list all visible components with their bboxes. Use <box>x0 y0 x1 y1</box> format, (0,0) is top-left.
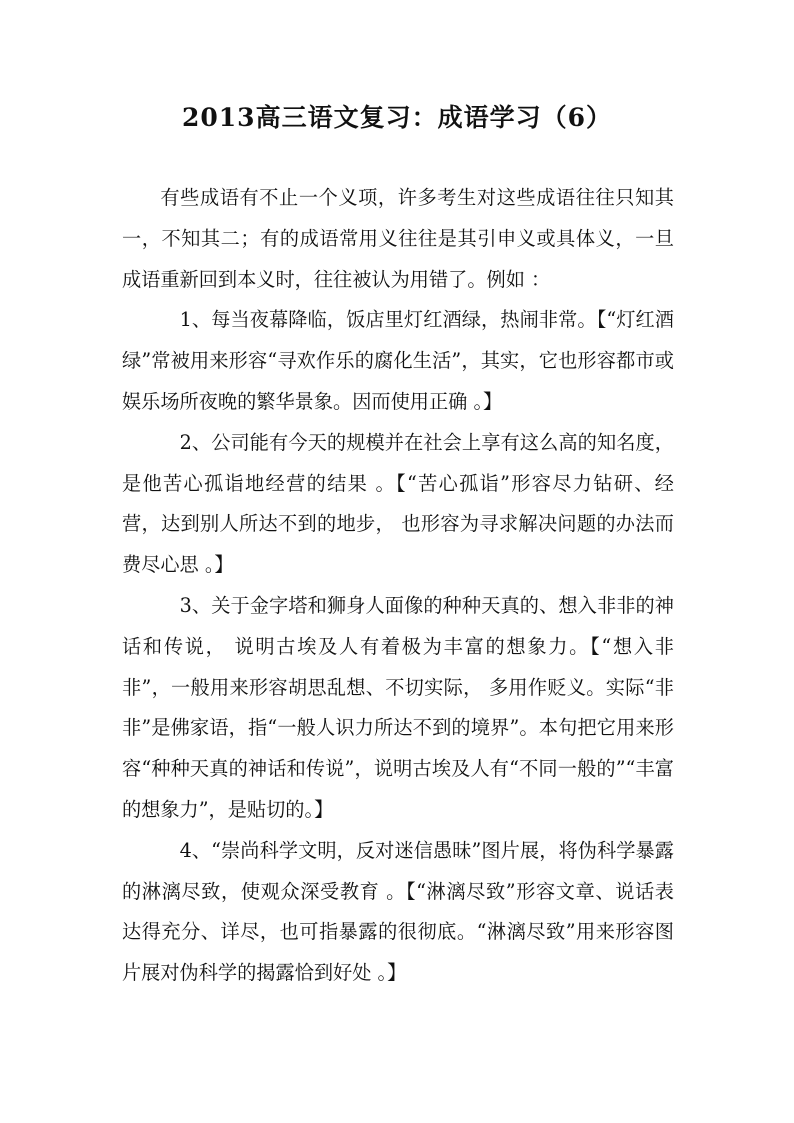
example-item-3: 3、关于金字塔和狮身人面像的种种天真的、想入非非的神话和传说， 说明古埃及人有着极为丰富的想象力。【“想入非非”，一般用来形容胡思乱想、不切实际， 多用作贬义。实际“非非”是佛家语，指“一般人识力所达不到的境界”。本句把它用来形容“种种天真的神话和传说”，说明古埃及人有“不同一般的”“丰富的想象力”，是贴切的。】 <box>122 593 674 821</box>
example-item-4: 4、“崇尚科学文明，反对迷信愚昧”图片展，将伪科学暴露的淋漓尽致，使观众深受教育 。【“淋漓尽致”形容文章、说话表达得充分、详尽，也可指暴露的很彻底。“淋漓尽致”用来形容图片展对伪科学的揭露恰到好处 。】 <box>122 838 674 985</box>
example-item-2: 2、公司能有今天的规模并在社会上享有这么高的知名度，是他苦心孤诣地经营的结果 。【“苦心孤诣”形容尽力钻研、经营，达到别人所达不到的地步， 也形容为寻求解决问题的办法而费尽心思 。】 <box>122 430 674 577</box>
example-item-1: 1、每当夜幕降临，饭店里灯红酒绿，热闹非常。【“灯红酒绿”常被用来形容“寻欢作乐的腐化生活”，其实，它也形容都市或娱乐场所夜晚的繁华景象。因而使用正确 。】 <box>122 308 674 413</box>
page-title: 2013高三语文复习：成语学习（6） <box>182 103 612 132</box>
intro-paragraph: 有些成语有不止一个义项，许多考生对这些成语往往只知其一，不知其二；有的成语常用义往往是其引申义或具体义，一旦成语重新回到本义时，往往被认为用错了。例如 ： <box>122 186 674 291</box>
document-body <box>122 178 674 994</box>
